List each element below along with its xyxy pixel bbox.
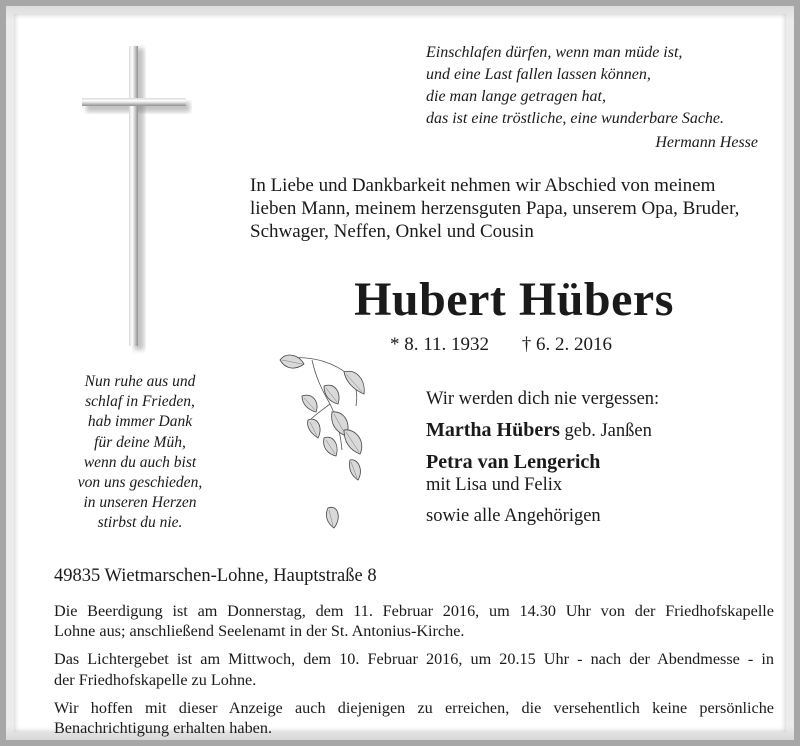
poem-line: für deine Müh, xyxy=(94,433,186,451)
mourners-block xyxy=(426,388,746,528)
family-address: 49835 Wietmarschen-Lohne, Hauptstraße 8 xyxy=(54,566,377,586)
poem-line: hab immer Dank xyxy=(87,413,193,431)
poem-line: Nun ruhe aus und xyxy=(84,373,196,390)
funeral-line: Die Beerdigung ist am Donnerstag, dem 11. Februar 2016, um 14.30 Uhr von der Friedhofskapelle xyxy=(54,602,774,620)
quote-line: die man lange getragen hat, xyxy=(426,88,606,105)
wife-name: Martha Hübers xyxy=(426,419,560,441)
quote-line: Einschlafen dürfen, wenn man müde ist, xyxy=(426,44,683,61)
poem-line: wenn du auch bist xyxy=(83,453,197,471)
notice-line: Wir hoffen mit dieser Anzeige auch diejenigen zu erreichen, die versehentlich keine persönliche xyxy=(54,698,774,717)
death-date: † 6. 2. 2016 xyxy=(521,334,613,355)
service-info xyxy=(54,601,774,746)
poem-line: stirbst du nie. xyxy=(97,514,183,532)
deceased-name: Hubert Hübers xyxy=(354,273,674,326)
obituary-card xyxy=(14,14,786,738)
memorial-poem xyxy=(54,372,226,534)
hesse-quote xyxy=(426,42,766,154)
mourners-heading: Wir werden dich nie vergessen: xyxy=(426,389,660,409)
other-relatives: sowie alle Angehörigen xyxy=(426,506,601,526)
daughter-name: Petra van Lengerich xyxy=(426,451,601,473)
quote-line: und eine Last fallen lassen können, xyxy=(426,66,651,83)
cross-icon xyxy=(72,44,192,354)
prayer-line: Das Lichtergebet ist am Mittwoch, dem 10. Februar 2016, um 20.15 Uhr - nach der Abendmesse - in xyxy=(54,650,774,669)
notice-line: Benachrichtigung erhalten haben. xyxy=(54,719,272,738)
funeral-line: Lohne aus; anschließend Seelenamt in der St. Antonius-Kirche. xyxy=(54,622,465,641)
farewell-line: lieben Mann, meinem herzensguten Papa, unserem Opa, Bruder, xyxy=(250,198,740,219)
poem-line: schlaf in Frieden, xyxy=(85,393,195,411)
poem-line: in unseren Herzen xyxy=(83,494,197,512)
notice-info xyxy=(54,698,774,738)
daughter-family: mit Lisa und Felix xyxy=(426,475,563,495)
life-dates xyxy=(390,334,612,356)
funeral-info xyxy=(54,601,774,641)
farewell-text xyxy=(250,174,770,243)
birth-date: * 8. 11. 1932 xyxy=(390,334,490,355)
farewell-line: Schwager, Neffen, Onkel und Cousin xyxy=(250,221,534,242)
quote-author: Hermann Hesse xyxy=(655,134,758,151)
wife-maiden-name: geb. Janßen xyxy=(564,421,652,441)
prayer-line: der Friedhofskapelle zu Lohne. xyxy=(54,670,257,689)
prayer-info xyxy=(54,649,774,689)
birch-leaves-icon xyxy=(272,350,382,546)
mourner-wife xyxy=(426,419,746,443)
quote-line: das ist eine tröstliche, eine wunderbare Sache. xyxy=(426,110,725,127)
farewell-line: In Liebe und Dankbarkeit nehmen wir Abschied von meinem xyxy=(250,175,716,196)
poem-line: von uns geschieden, xyxy=(77,474,203,492)
